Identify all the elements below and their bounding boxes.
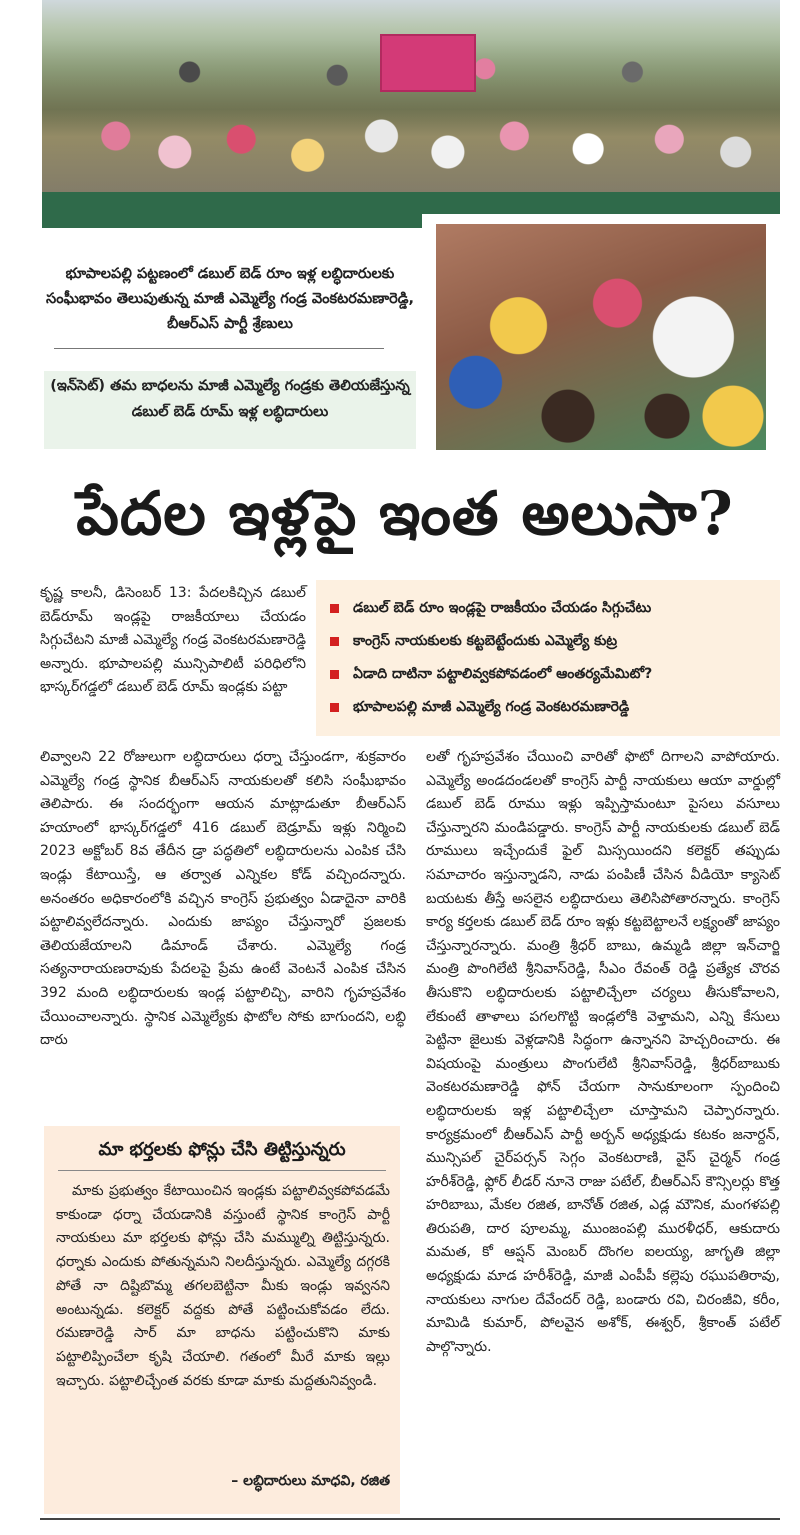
square-bullet-icon bbox=[330, 703, 339, 712]
article-body-intro: కృష్ణ కాలనీ, డిసెంబర్ 13: పేదలకిచ్చిన డబుల్ బెడ్‌రూమ్ ఇండ్లపై రాజకీయాలు చేయడం సిగ్గుచేటని మాజీ ఎమ్మెల్యే గండ్ర వెంకటరమణారెడ్డి అన్నారు. భూపాలపల్లి మున్సిపాలిటీ పరిధిలోని భాస్కర్‌గడ్డలో డబుల్ బెడ్ రూమ్ ఇండ్లకు పట్టా bbox=[40, 585, 306, 696]
square-bullet-icon bbox=[330, 637, 339, 646]
highlight-item bbox=[330, 592, 780, 625]
highlight-item bbox=[330, 658, 780, 691]
article-body-left: లివ్వాలని 22 రోజులుగా లబ్ధిదారులు ధర్నా చేస్తుండగా, శుక్రవారం ఎమ్మెల్యే గండ్ర స్థానిక బీఆర్ఎస్ నాయకులతో కలిసి సంఘీభావం తెలిపారు. ఈ సందర్భంగా ఆయన మాట్లాడుతూ బీఆర్ఎస్ హయాంలో భాస్కర్‌గడ్డలో 416 డబుల్ బెడ్రూమ్ ఇళ్లు నిర్మించి 2023 అక్టోబర్ 8వ తేదీన డ్రా పద్ధతిలో లబ్ధిదారులను ఎంపిక చేసి ఇండ్లు కేటాయిస్తే, ఆ తర్వాత ఎన్నికల కోడ్ వచ్చిందన్నారు. అనంతరం అధికారంలోకి వచ్చిన కాంగ్రెస్ ప్రభుత్వం ఏడాదైనా వారికి పట్టాలివ్వలేదన్నారు. ఎందుకు జాప్యం చేస్తున్నారో ప్రజలకు తెలియజేయాలని డిమాండ్ చేశారు. ఎమ్మెల్యే గండ్ర సత్యనారాయణరావుకు పేదలపై ప్రేమ ఉంటే వెంటనే ఎంపిక చేసిన 392 మంది లబ్ధిదారులకు ఇండ్ల పట్టాలిచ్చి, వారిని గృహప్రవేశం చేయించాలన్నారు. స్థానిక ఎమ్మెల్యేకు ఫొటోల సోకు బాగుందని, లబ్ధి దారు bbox=[40, 749, 406, 1049]
highlight-item bbox=[330, 691, 780, 724]
highlights-box bbox=[316, 580, 780, 736]
inset-photo bbox=[436, 224, 766, 450]
footer-divider bbox=[40, 1518, 780, 1520]
sidebar-signature: – లబ్ధిదారులు మాధవి, రజిత bbox=[231, 1473, 390, 1489]
headline: పేదల ఇళ్లపై ఇంత అలుసా? bbox=[76, 479, 734, 549]
highlight-item bbox=[330, 625, 780, 658]
protest-banner-image bbox=[380, 34, 476, 92]
article-body-right: లతో గృహప్రవేశం చేయించి వారితో ఫొటో దిగాలని వాపోయారు. ఎమ్మెల్యే అండదండలతో కాంగ్రెస్ పార్టీ నాయకులు ఆయా వార్డుల్లో డబుల్ బెడ్ రూము ఇళ్లు ఇప్పిస్తామంటూ పైసలు వసూలు చేస్తున్నారని మండిపడ్డారు. కాంగ్రెస్ పార్టీ నాయకులకు డబుల్ బెడ్ రూములు ఇచ్చేందుకే ఫైల్ మిస్సయిందని కలెక్టర్ తప్పుడు సమాచారం ఇస్తున్నాడని, నాడు పంపిణీ చేసిన వీడియో క్యాసెట్ బయటకు తీస్తే అసలైన లబ్ధిదారులు తెలిసిపోతారన్నారు. కాంగ్రెస్ కార్య కర్తలకు డబుల్ బెడ్ రూం ఇళ్లు కట్టబెట్టాలనే లక్ష్యంతో జాప్యం చేస్తున్నారన్నారు. మంత్రి శ్రీధర్ బాబు, ఉమ్మడి జిల్లా ఇన్‌చార్జి మంత్రి పొంగిలేటి శ్రీనివాస్‌రెడ్డి, సీఎం రేవంత్ రెడ్డి ప్రత్యేక చొరవ తీసుకొని లబ్ధిదారులకు పట్టాలిచ్చేలా చర్యలు తీసుకోవాలని, లేకుంటే తాళాలు పగలగొట్టి ఇండ్లలోకి వెళ్తామని, ఎన్ని కేసులు పెట్టినా జైలుకు వెళ్లడానికి సిద్ధంగా ఉన్నానని హెచ్చరించారు. ఈ విషయంపై మంత్రులు పొంగులేటి శ్రీనివాస్‌రెడ్డి, శ్రీధర్‌బాబుకు వెంకటరమణారెడ్డి ఫోన్ చేయగా సానుకూలంగా స్పందించి లబ్ధిదారులకు ఇళ్ల పట్టాలిచ్చేలా చూస్తామని చెప్పారన్నారు. కార్యక్రమంలో బీఆర్ఎస్ పార్టీ అర్బన్ అధ్యక్షుడు కటకం జనార్దన్, మున్సిపల్ చైర్‌పర్సన్ సెగ్గం వెంకటరాణి, వైస్ చైర్మన్ గండ్ర హరీశ్‌రెడ్డి, ఫ్లోర్ లీడర్ నూనె రాజు పటేల్, బీఆర్ఎస్ కౌన్సిలర్లు కొత్త హరిబాబు, మేకల రజిత, బానోత్ రజిత, ఎడ్ల మౌనిక, మంగళపల్లి తిరుపతి, దార పూలమ్మ, ముంజంపల్లి మురళీధర్, ఆకుదారు మమత, కో ఆప్షన్ మెంబర్ దొంగల ఐలయ్య, జాగృతి జిల్లా అధ్యక్షుడు మాడ హరీశ్‌రెడ్డి, మాజీ ఎంపీపీ కల్లెపు రఘుపతిరావు, నాయకులు నాగుల దేవేందర్ రెడ్డి, బండారు రవి, చిరంజీవి, కరీం, మామిడి కుమార్, పోలవైన అశోక్, ఈశ్వర్, శ్రీకాంత్ పటేల్ పాల్గొన్నారు. bbox=[426, 749, 780, 1355]
caption-divider bbox=[54, 348, 384, 349]
highlight-text: భూపాలపల్లి మాజీ ఎమ్మెల్యే గండ్ర వెంకటరమణారెడ్డి bbox=[353, 699, 630, 715]
highlight-text: డబుల్ బెడ్ రూం ఇండ్లపై రాజకీయం చేయడం సిగ్గుచేటు bbox=[353, 600, 652, 616]
photo-caption-main: భూపాలపల్లి పట్టణంలో డబుల్ బెడ్ రూం ఇళ్ల లబ్ధిదారులకు సంఘీభావం తెలుపుతున్న మాజీ ఎమ్మెల్యే గండ్ర వెంకటరమణారెడ్డి, బీఆర్ఎస్ పార్టీ శ్రేణులు bbox=[46, 266, 414, 332]
sidebar-divider bbox=[58, 1170, 386, 1171]
sidebar-title: మా భర్తలకు ఫోన్లు చేసి తిట్టిస్తున్నరు bbox=[98, 1139, 346, 1160]
square-bullet-icon bbox=[330, 670, 339, 679]
photo-caption-inset: (ఇన్‌సెట్) తమ బాధలను మాజీ ఎమ్మెల్యే గండ్రకు తెలియజేస్తున్న డబుల్ బెడ్ రూమ్ ఇళ్ల లబ్ధిదారులు bbox=[44, 371, 416, 449]
highlight-text: ఏడాది దాటినా పట్టాలివ్వకపోవడంలో ఆంతర్యమేమిటో? bbox=[353, 666, 653, 682]
sidebar-body: మాకు ప్రభుత్వం కేటాయించిన ఇండ్లకు పట్టాలివ్వకపోవడమే కాకుండా ధర్నా చేయడానికి వస్తుంటే స్థానిక కాంగ్రెస్ పార్టీ నాయకులు మా భర్తలకు ఫోన్లు చేసి మమ్ముల్ని తిట్టిస్తున్నరు. ధర్నాకు ఎందుకు పోతున్నమని నిలదీస్తున్నరు. ఎమ్మెల్యే దగ్గరకి పోతే నా దిష్టిబొమ్మ తగలబెట్టినా మీకు ఇండ్లు ఇవ్వనని అంటున్నడు. కలెక్టర్ వద్దకు పోతే పట్టించుకోవడం లేదు. రమణారెడ్డి సార్ మా బాధను పట్టించుకొని మాకు పట్టాలిప్పించేలా కృషి చేయాలి. గతంలో మీరే మాకు ఇల్లు ఇచ్చారు. పట్టాలిచ్చేంత వరకు కూడా మాకు మద్దతునివ్వండి. bbox=[56, 1183, 390, 1389]
square-bullet-icon bbox=[330, 604, 339, 613]
highlight-text: కాంగ్రెస్ నాయకులకు కట్టబెట్టేందుకు ఎమ్మెల్యే కుట్ర bbox=[353, 633, 618, 649]
main-photo bbox=[42, 0, 780, 228]
